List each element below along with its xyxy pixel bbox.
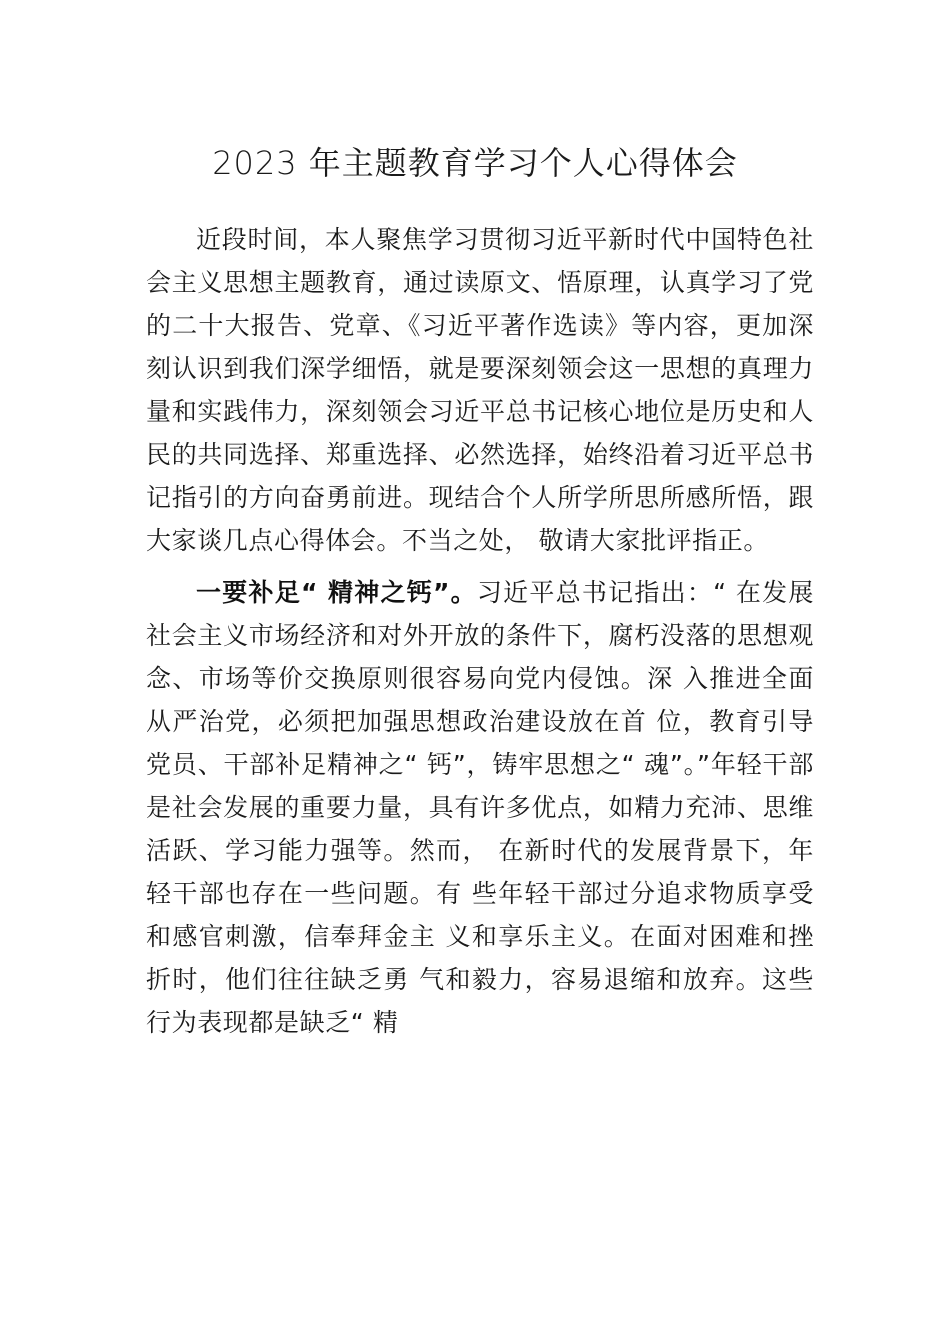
document-body <box>146 218 814 1044</box>
paragraph-point-one-text: 习近平总书记指出：“ 在发展社会主义市场经济和对外开放的条件下，腐朽没落的思想观念、市场等价交换原则很容易向党内侵蚀。深 入推进全面从严治党，必须把加强思想政治建设放在首 位，教育引导党员、干部补足精神之“ 钙”，铸牢思想之“ 魂”。”年轻干部是社会发展的重要力量，具有许多优点，如精力充沛、思维活跃、学习能力强等。然而， 在新时代的发展背景下，年轻干部也存在一些问题。有 些年轻干部过分追求物质享受和感官刺激，信奉拜金主 义和享乐主义。在面对困难和挫折时，他们往往缺乏勇 气和毅力，容易退缩和放弃。这些行为表现都是缺乏“ 精 <box>146 578 814 1037</box>
paragraph-point-one-heading: 一要补足“ 精神之钙”。 <box>196 578 477 607</box>
paragraph-point-one <box>146 571 814 1044</box>
page-title: 2023 年主题教育学习个人心得体会 <box>212 144 738 182</box>
paragraph-intro-text: 近段时间，本人聚焦学习贯彻习近平新时代中国特色社会主义思想主题教育，通过读原文、悟原理，认真学习了党的二十大报告、党章、《习近平著作选读》等内容，更加深刻认识到我们深学细悟，就是要深刻领会这一思想的真理力量和实践伟力，深刻领会习近平总书记核心地位是历史和人民的共同选择、郑重选择、必然选择，始终沿着习近平总书记指引的方向奋勇前进。现结合个人所学所思所感所悟，跟大家谈几点心得体会。不当之处， 敬请大家批评指正。 <box>146 225 814 555</box>
paragraph-intro <box>146 218 814 562</box>
